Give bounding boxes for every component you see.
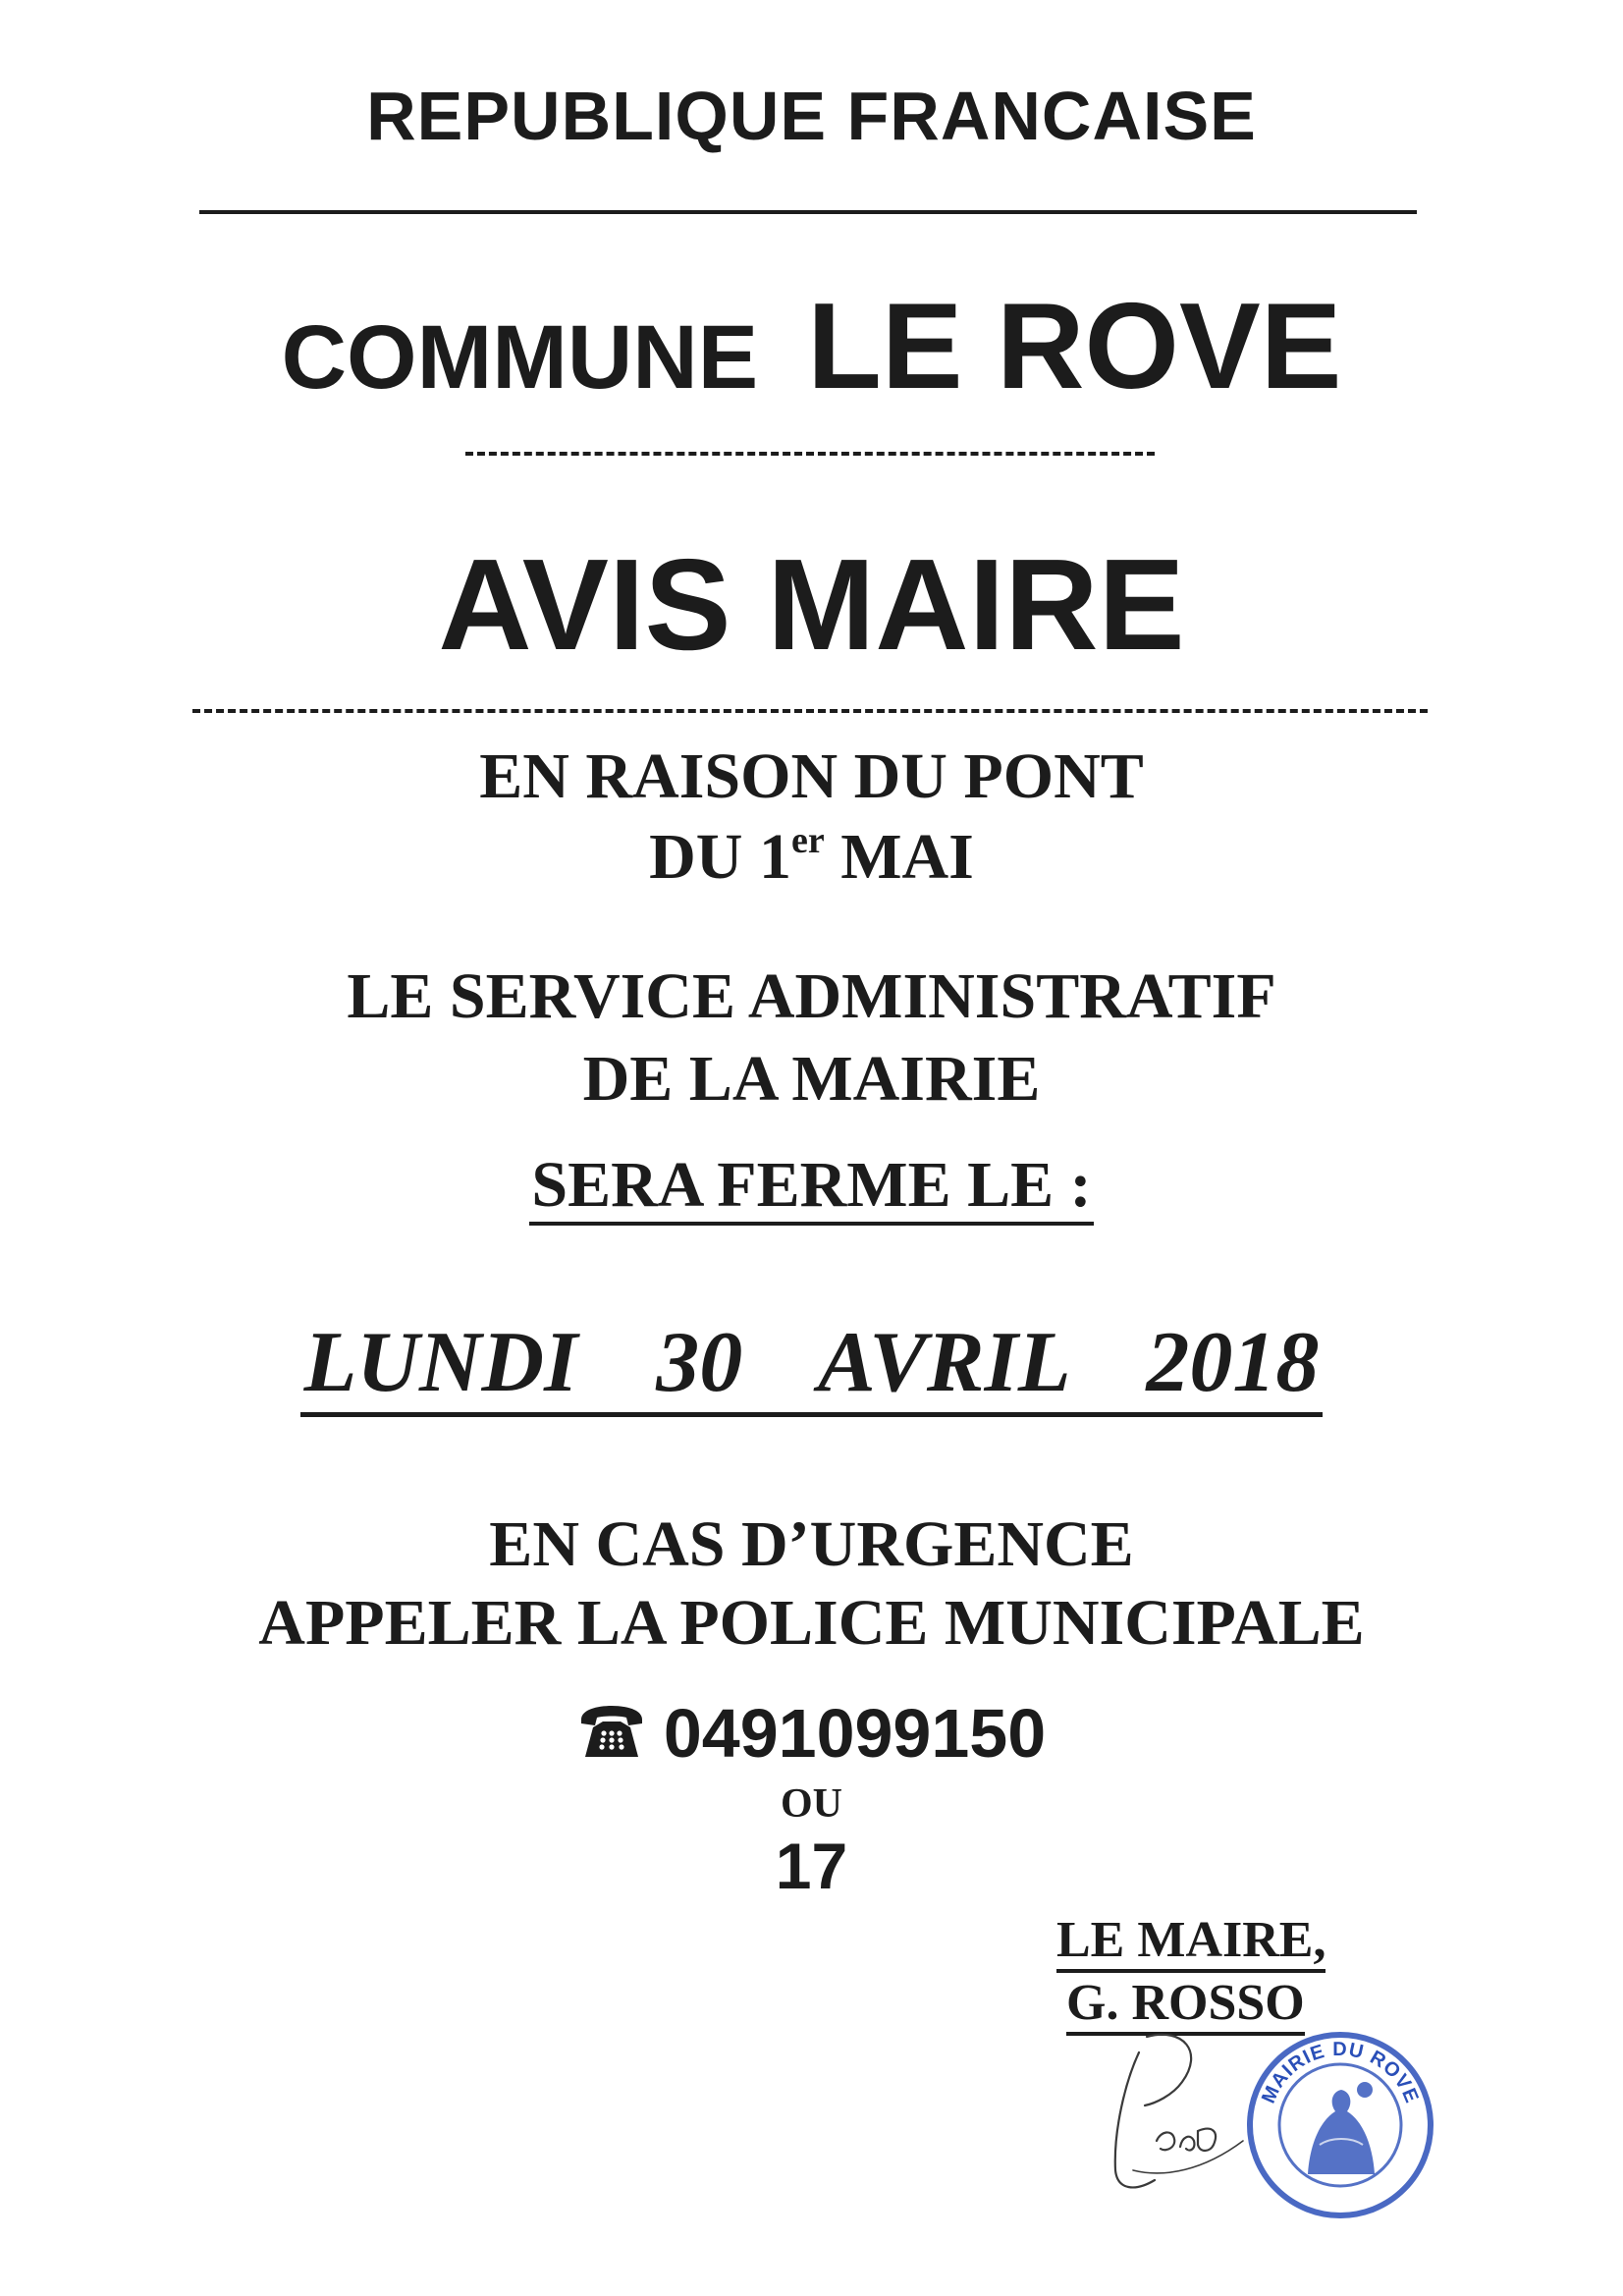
reason-line-1: EN RAISON DU PONT	[479, 740, 1144, 812]
emergency-alt-number: 17	[775, 1830, 848, 1902]
ordinal-superscript: er	[790, 820, 825, 861]
or-label: OU	[781, 1781, 842, 1827]
mayor-title	[1056, 1909, 1351, 1972]
phone-number-line	[0, 1689, 1623, 1777]
service-line-2: DE LA MAIRIE	[582, 1043, 1041, 1115]
phone-number: 0491099150	[663, 1695, 1047, 1772]
svg-text:MAIRIE DU ROVE: MAIRIE DU ROVE	[1258, 2038, 1423, 2107]
commune-name: LE ROVE	[807, 279, 1342, 414]
country-heading: REPUBLIQUE FRANCAISE	[366, 78, 1257, 154]
emergency-line-2: APPELER LA POLICE MUNICIPALE	[258, 1587, 1365, 1659]
notice-title: AVIS MAIRE	[438, 532, 1185, 677]
service-line-1: LE SERVICE ADMINISTRATIF	[347, 960, 1276, 1032]
closed-date-text: LUNDI 30 AVRIL 2018	[300, 1315, 1324, 1417]
mayor-title-text: LE MAIRE,	[1056, 1912, 1325, 1973]
reason-suffix: MAI	[824, 821, 974, 893]
closed-label-text: SERA FERME LE :	[529, 1149, 1093, 1226]
reason-line-2	[0, 819, 1623, 896]
commune-heading	[0, 277, 1623, 414]
top-rule	[199, 210, 1417, 214]
closed-date	[0, 1314, 1623, 1412]
reason-prefix: DU 1	[649, 821, 791, 893]
signature-block	[1056, 1909, 1351, 2035]
dashed-divider	[192, 709, 1428, 713]
mayor-name-text: G. ROSSO	[1066, 1975, 1305, 2036]
official-stamp	[1237, 2027, 1443, 2223]
emergency-line-1: EN CAS D’URGENCE	[489, 1508, 1134, 1580]
commune-label: COMMUNE	[281, 307, 759, 408]
closed-label	[0, 1147, 1623, 1224]
dashed-divider	[465, 452, 1155, 456]
telephone-icon	[577, 1702, 646, 1761]
